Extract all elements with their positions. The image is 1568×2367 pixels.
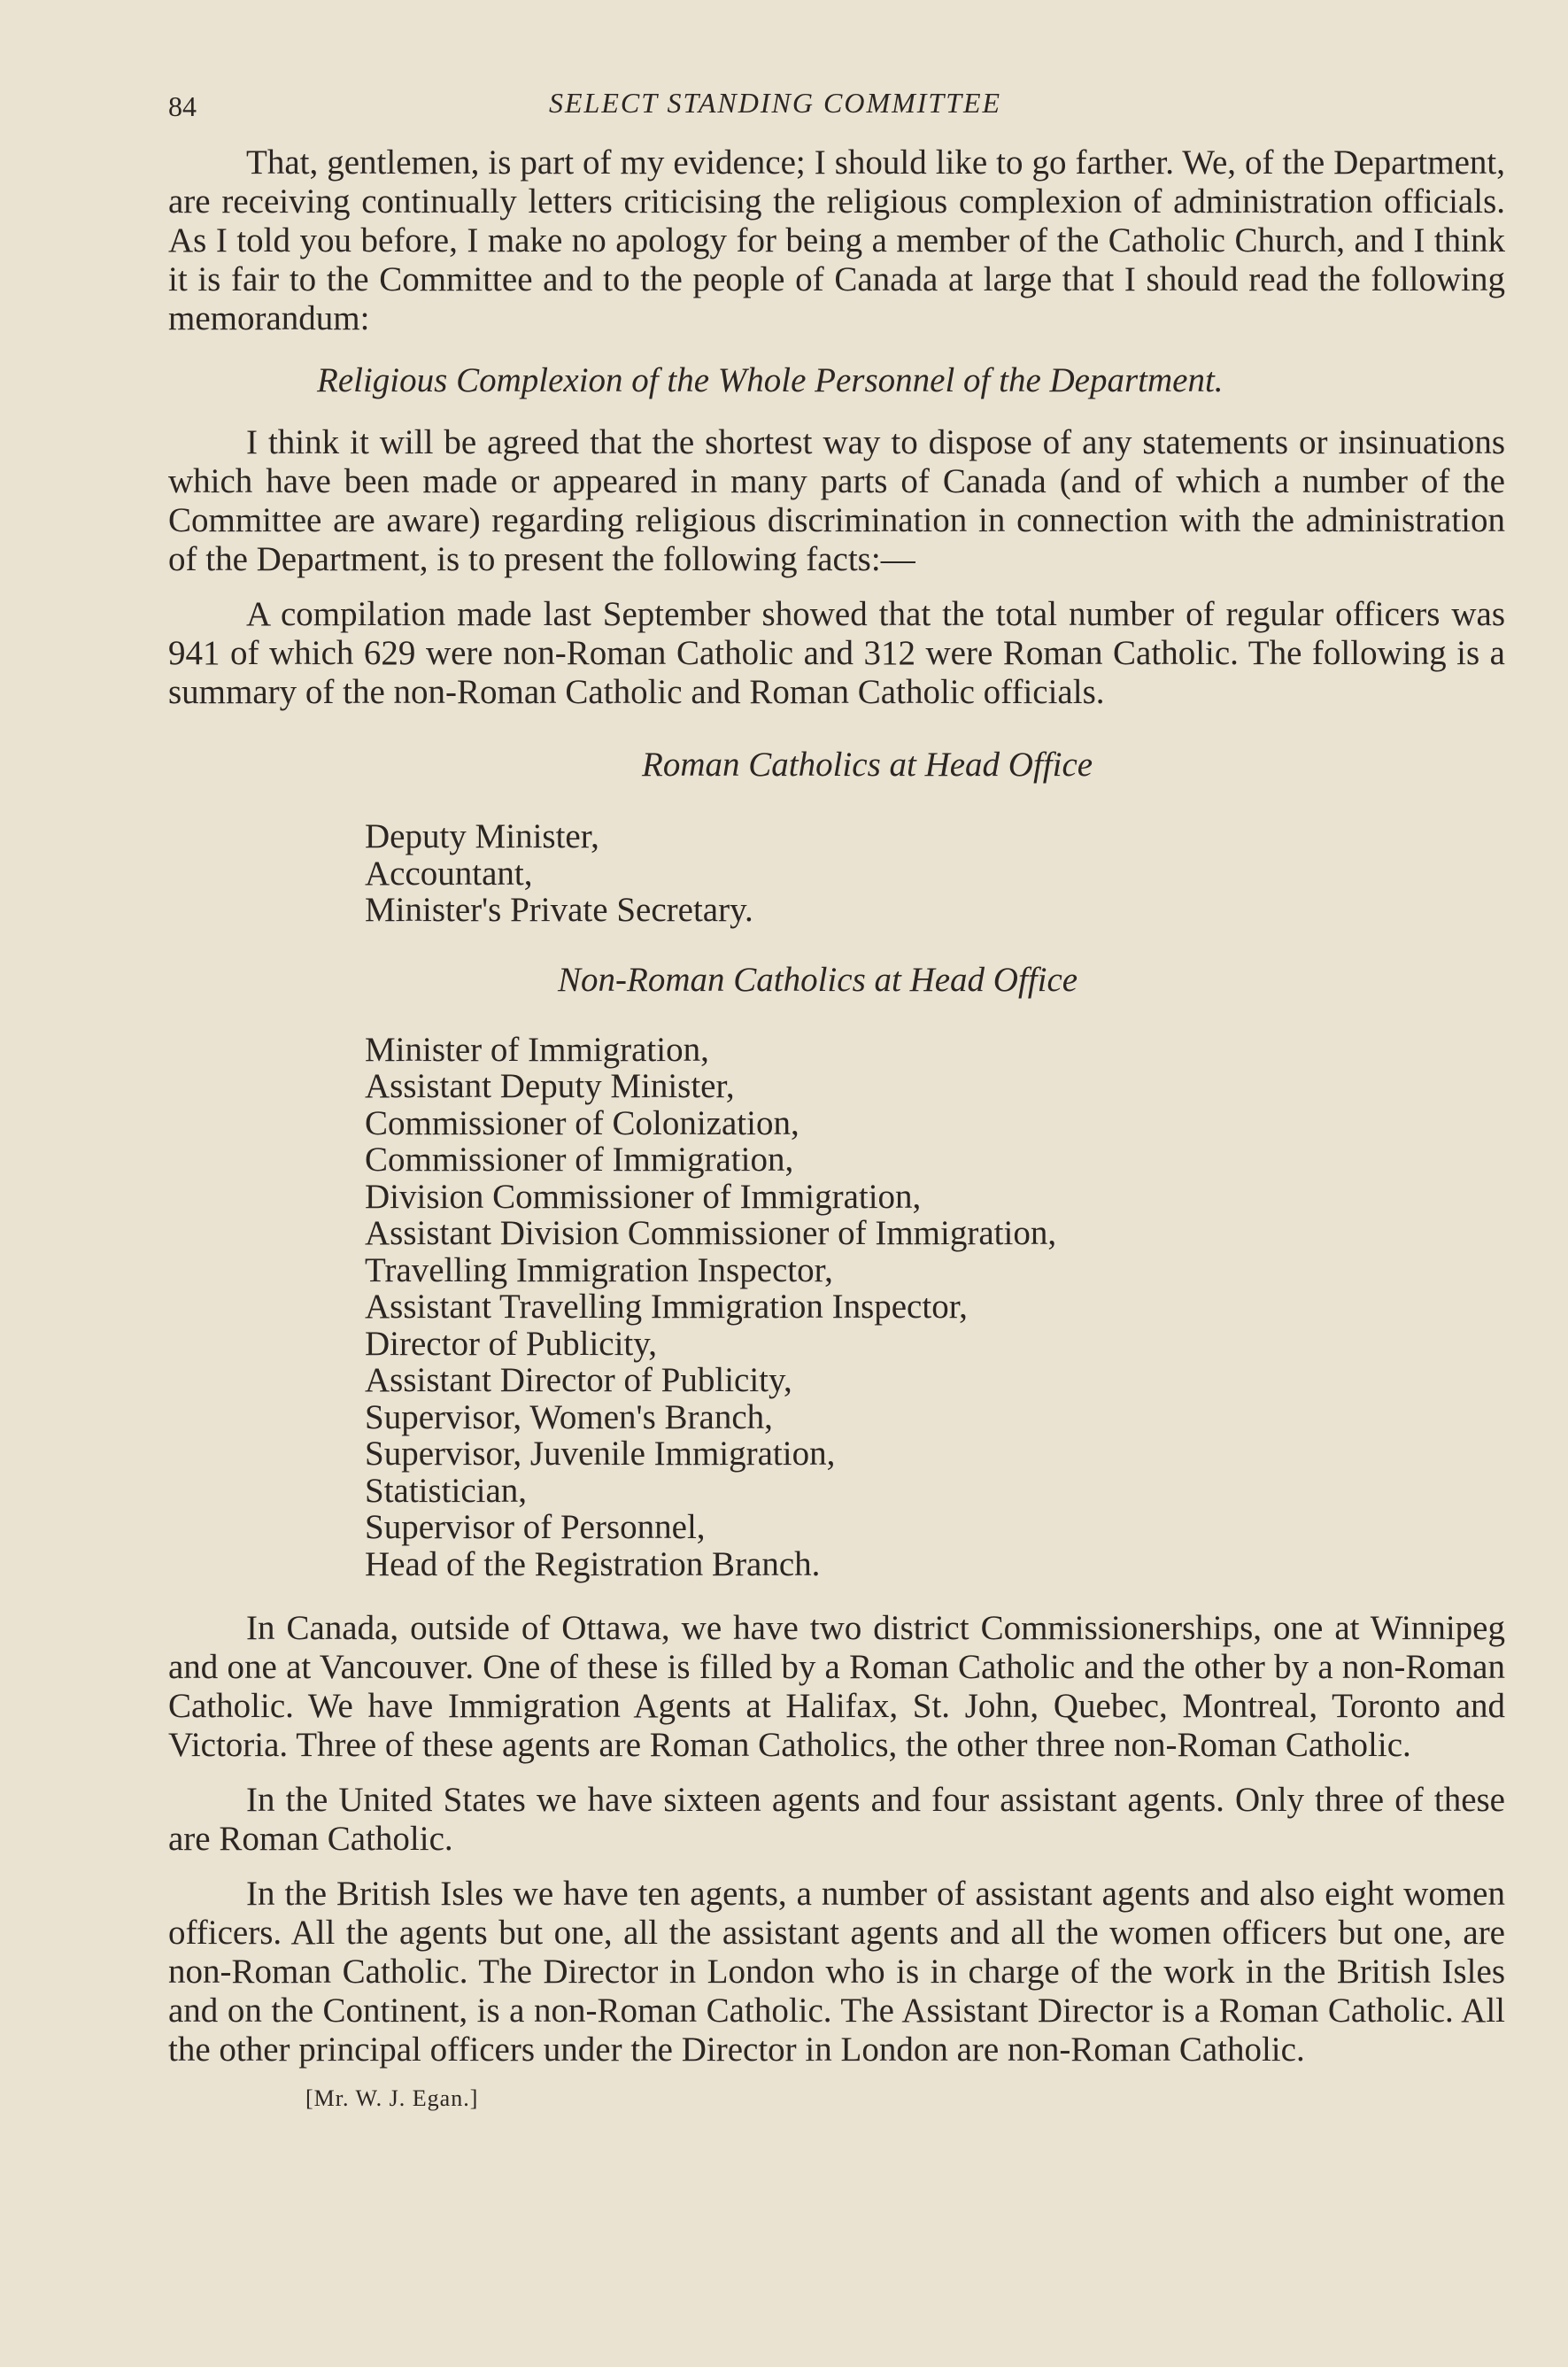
non-roman-catholic-roles-list bbox=[168, 1032, 1505, 1583]
section-title-non-roman-catholics: Non-Roman Catholics at Head Office bbox=[558, 960, 1078, 999]
speaker-attribution: [Mr. W. J. Egan.] bbox=[305, 2085, 479, 2111]
list-item: Commissioner of Colonization, bbox=[365, 1103, 799, 1142]
list-item: Head of the Registration Branch. bbox=[365, 1544, 821, 1583]
list-item: Supervisor of Personnel, bbox=[365, 1508, 706, 1546]
paragraph-british-isles: In the British Isles we have ten agents, a number of assistant agents and also eight women officers. All the agents but one, all the assistant agents and all the women officers but one, are non-Roman Catholic. The Director in London who is in charge of the work in the British Isles and on the Continent, is a non-Roman Catholic. The Assistant Director is a Roman Catholic. All the other principal officers under the Director in London are non-Roman Catholic. bbox=[168, 1875, 1505, 2069]
paragraph-intro: That, gentlemen, is part of my evidence; I should like to go farther. We, of the Department, are receiving continually letters criticising the religious complexion of administration officials. As I told you before, I make no apology for being a member of the Catholic Church, and I think it is fair to the Committee and to the people of Canada at large that I should read the following memorandum: bbox=[168, 143, 1505, 337]
roman-catholic-roles-list bbox=[168, 818, 1505, 929]
list-item: Assistant Director of Publicity, bbox=[365, 1361, 792, 1399]
page-number: 84 bbox=[168, 90, 197, 122]
section-title-religious-complexion: Religious Complexion of the Whole Personnel of the Department. bbox=[317, 361, 1224, 399]
list-item: Assistant Deputy Minister, bbox=[365, 1067, 735, 1105]
list-item: Supervisor, Juvenile Immigration, bbox=[365, 1435, 836, 1473]
paragraph-united-states: In the United States we have sixteen agents and four assistant agents. Only three of these are Roman Catholic. bbox=[168, 1781, 1505, 1858]
list-item: Deputy Minister, bbox=[365, 817, 599, 855]
page-content bbox=[168, 81, 1505, 2112]
list-item: Assistant Division Commissioner of Immigration, bbox=[365, 1214, 1057, 1252]
list-item: Minister of Immigration, bbox=[365, 1030, 709, 1069]
list-item: Director of Publicity, bbox=[365, 1324, 657, 1363]
list-item: Travelling Immigration Inspector, bbox=[365, 1250, 833, 1289]
list-item: Accountant, bbox=[365, 854, 533, 893]
paragraph-shortest-way: I think it will be agreed that the shortest way to dispose of any statements or insinuations which have been made or appeared in many parts of Canada (and of which a number of the Committee are aware) regarding religious discrimination in connection with the administration of the Department, is to present the following facts:— bbox=[168, 423, 1505, 578]
section-title-roman-catholics: Roman Catholics at Head Office bbox=[642, 746, 1093, 784]
list-item: Supervisor, Women's Branch, bbox=[365, 1397, 773, 1436]
list-item: Commissioner of Immigration, bbox=[365, 1141, 794, 1179]
list-item: Division Commissioner of Immigration, bbox=[365, 1177, 922, 1216]
list-item: Minister's Private Secretary. bbox=[365, 891, 753, 929]
list-item: Statistician, bbox=[365, 1471, 528, 1510]
paragraph-canada-outside-ottawa: In Canada, outside of Ottawa, we have two district Commissionerships, one at Winnipeg and one at Vancouver. One of these is filled by a Roman Catholic and the other by a non-Roman Catholic. We have Immigration Agents at Halifax, St. John, Quebec, Montreal, Toronto and Victoria. Three of these agents are Roman Catholics, the other three non-Roman Catholic. bbox=[168, 1609, 1505, 1764]
running-head: SELECT STANDING COMMITTEE bbox=[549, 87, 1002, 119]
page-header bbox=[168, 81, 1505, 143]
list-item: Assistant Travelling Immigration Inspector, bbox=[365, 1288, 968, 1326]
paragraph-compilation: A compilation made last September showed that the total number of regular officers was 941 of which 629 were non-Roman Catholic and 312 were Roman Catholic. The following is a summary of the non-Roman Catholic and Roman Catholic officials. bbox=[168, 595, 1505, 711]
